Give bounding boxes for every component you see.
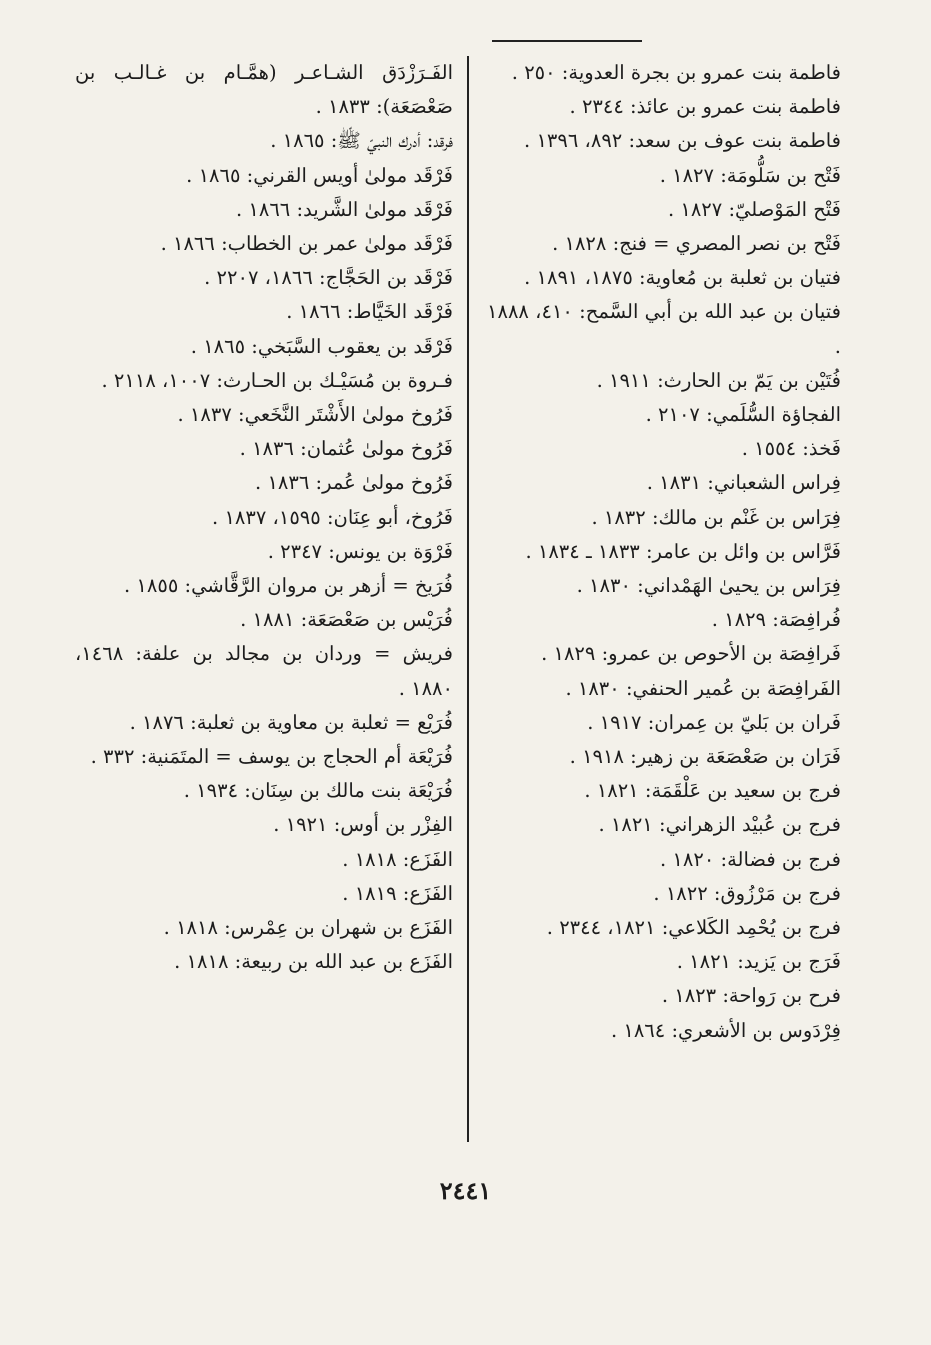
index-column-left	[75, 56, 453, 979]
index-entry: فرج بن يُحْمِد الكَلاعي: ١٨٢١، ٢٣٤٤ .	[546, 916, 841, 940]
index-entry: الفَزَع بن عبد الله بن ربيعة: ١٨١٨ .	[174, 950, 453, 974]
index-column-right	[487, 56, 841, 1048]
top-rule	[492, 40, 642, 42]
index-entry: فُتَيْن بن يَمّ بن الحارث: ١٩١١ .	[596, 368, 841, 392]
index-entry: فاطمة بنت عمرو بن عائذ: ٢٣٤٤ .	[569, 95, 841, 119]
index-entry: فاطمة بنت عمرو بن بجرة العدوية: ٢٥٠ .	[511, 61, 841, 84]
index-entry: فريش = وردان بن مجالد بن علفة: ١٤٦٨، ١٨٨٠ .	[75, 642, 453, 700]
index-entry: فَتْح المَوْصليّ: ١٨٢٧ .	[667, 197, 841, 221]
index-entry: فُرَيْس بن صَعْصَعَة: ١٨٨١ .	[240, 608, 453, 632]
column-divider	[467, 56, 469, 1142]
index-entry: فَرْقَد مولىٰ أويس القرني: ١٨٦٥ .	[186, 163, 453, 187]
index-entry: فـروة بن مُسَيْـك بن الحـارث: ١٠٠٧، ٢١١٨ .	[101, 368, 453, 392]
index-entry: فُرَيْع = ثعلبة بن معاوية بن ثعلبة: ١٨٧٦ .	[129, 710, 453, 734]
index-entry: الفجاؤة السُّلَمي: ٢١٠٧ .	[645, 403, 841, 427]
index-entry: فَرَان بن صَعْصَعَة بن زهير: ١٩١٨ .	[569, 745, 841, 769]
index-entry: فَرُوخ مولىٰ عُمر: ١٨٣٦ .	[255, 471, 453, 495]
index-entry: الفَزَع: ١٨١٩ .	[342, 881, 453, 905]
index-entry: فَرْقَد بن يعقوب السَّبَخي: ١٨٦٥ .	[190, 334, 453, 358]
index-entry: فِرَاس بن يحيىٰ الهَمْداني: ١٨٣٠ .	[576, 574, 841, 598]
index-entry: فِرَاس بن غَنْم بن مالك: ١٨٣٢ .	[591, 505, 841, 529]
index-entry: فَخذ: ١٥٥٤ .	[741, 437, 841, 461]
index-entry: فتيان بن ثعلبة بن مُعاوية: ١٨٧٥، ١٨٩١ .	[524, 266, 841, 290]
index-entry: فَرُوخ، أبو عِنَان: ١٥٩٥، ١٨٣٧ .	[212, 505, 453, 529]
index-entry: الفَرافِصَة بن عُمير الحنفي: ١٨٣٠ .	[565, 676, 841, 700]
index-entry: فَرْقَد بن الحَجَّاج: ١٨٦٦، ٢٢٠٧ .	[204, 266, 453, 290]
index-entry: فَرَّاس بن وائل بن عامر: ١٨٣٣ ـ ١٨٣٤ .	[525, 539, 841, 563]
index-entry: فُرَيخ = أزهر بن مروان الرَّقَّاشي: ١٨٥٥ .	[124, 574, 453, 598]
index-entry: فَرَج بن يَزيد: ١٨٢١ .	[676, 950, 841, 974]
index-entry: الفَزَع بن شهران بن عِمْرس: ١٨١٨ .	[163, 916, 453, 940]
index-entry: فَرُوخ مولىٰ عُثمان: ١٨٣٦ .	[239, 437, 453, 461]
index-entry: فَرْوَة بن يونس: ٢٣٤٧ .	[267, 539, 453, 563]
index-entry: فِرْدَوس بن الأشعري: ١٨٦٤ .	[610, 1018, 841, 1042]
index-entry: فرح بن رَواحة: ١٨٢٣ .	[661, 984, 841, 1008]
index-entry: فُرَيْعَة أم الحجاج بن يوسف = المتَمَنية: ٣٣٢ .	[90, 745, 453, 769]
index-entry: فرج بن مَرْزُوق: ١٨٢٢ .	[653, 881, 841, 905]
index-entry: فرج بن فضالة: ١٨٢٠ .	[660, 847, 841, 871]
page-number: ٢٤٤١	[439, 1176, 492, 1205]
index-entry: فُرافِصَة: ١٨٢٩ .	[711, 608, 841, 632]
index-entry: الفَزَع: ١٨١٨ .	[342, 847, 453, 871]
index-entry: فتيان بن عبد الله بن أبي السَّمح: ٤١٠، ١٨٨٨ .	[487, 300, 842, 358]
index-entry: فَرْقَد مولىٰ الشَّريد: ١٨٦٦ .	[235, 197, 453, 221]
index-entry: فَتْح بن نصر المصري = فنج: ١٨٢٨ .	[552, 232, 841, 256]
index-entry: فِراس الشعباني: ١٨٣١ .	[646, 471, 841, 495]
index-entry: فُرَيْعَة بنت مالك بن سِنَان: ١٩٣٤ .	[183, 779, 453, 803]
index-entry: فَرْقَد مولىٰ عمر بن الخطاب: ١٨٦٦ .	[160, 232, 453, 256]
index-entry: فَتْح بن سَلُّومَة: ١٨٢٧ .	[659, 163, 841, 187]
index-entry: فرج بن عُبيْد الزهراني: ١٨٢١ .	[598, 813, 841, 837]
index-entry: فَرْقَد الخَيَّاط: ١٨٦٦ .	[286, 300, 453, 324]
index-entry: فَرُوخ مولىٰ الأَشْتَر النَّخَعي: ١٨٣٧ .	[177, 403, 453, 427]
index-entry: فَران بن بَليّ بن عِمران: ١٩١٧ .	[587, 710, 841, 734]
index-entry: فاطمة بنت عوف بن سعد: ٨٩٢، ١٣٩٦ .	[524, 129, 841, 153]
index-entry: فَرافِصَة بن الأحوص بن عمرو: ١٨٢٩ .	[541, 642, 841, 666]
index-entry: فرج بن سعيد بن عَلْقَمَة: ١٨٢١ .	[584, 779, 841, 803]
index-entry: فرقد: أدرك النبيّ ﷺ: ١٨٦٥ .	[270, 129, 453, 153]
index-entry: الفَـرَزْدَق الشـاعـر (همَّـام بن غـالـب بن صَعْصَعَة): ١٨٣٣ .	[75, 61, 453, 119]
index-entry: الفِزْر بن أوس: ١٩٢١ .	[273, 813, 453, 837]
